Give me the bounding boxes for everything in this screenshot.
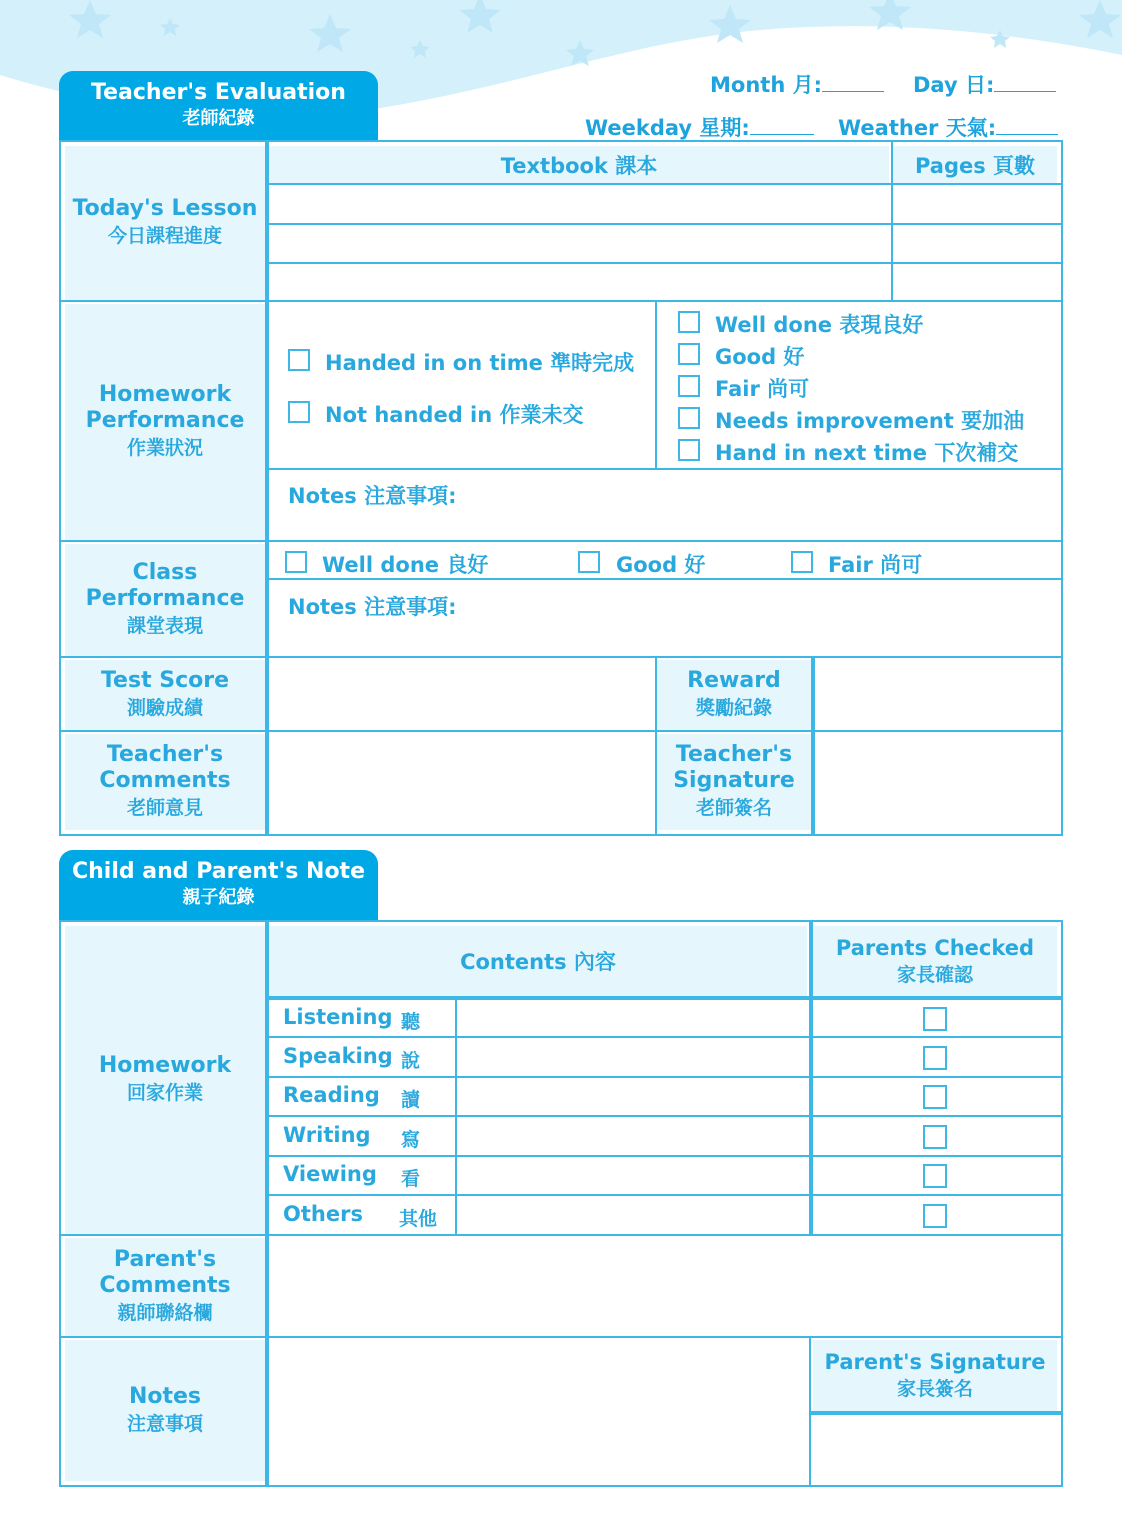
test-score-input[interactable] [271, 660, 653, 728]
handed-in-label: Handed in on time 準時完成 [325, 351, 635, 375]
reading-checkbox[interactable] [923, 1085, 947, 1109]
notes-label-en: Notes [128, 1383, 202, 1409]
writing-checkbox[interactable] [923, 1125, 947, 1149]
reward-label [657, 660, 811, 730]
reading-input[interactable] [459, 1080, 807, 1114]
test-score-label [65, 660, 265, 730]
parent-section-tab [59, 850, 378, 920]
divider [61, 656, 1061, 658]
parent-comments-input[interactable] [271, 1240, 1057, 1334]
weather-label: Weather 天氣: [838, 116, 997, 140]
divider [267, 1036, 1061, 1038]
teacher-signature-input[interactable] [817, 734, 1057, 830]
class-good-label: Good 好 [616, 553, 706, 577]
divider [267, 998, 1061, 1000]
parent-comments-label-en1: Parent's [113, 1247, 217, 1272]
others-label-zh: 其他 [399, 1208, 438, 1230]
writing-label: Writing [283, 1123, 371, 1147]
class-fair-label: Fair 尚可 [828, 553, 923, 577]
teacher-signature-label [657, 734, 811, 830]
teacher-signature-label-en1: Teacher's [675, 742, 793, 767]
hw-hand-in-next-checkbox[interactable] [678, 439, 700, 461]
teacher-comments-label-zh: 老師意見 [126, 797, 203, 819]
homework-performance-label [65, 304, 265, 540]
todays-lesson-label [65, 146, 265, 300]
divider [61, 730, 1061, 732]
class-good-checkbox[interactable] [578, 551, 600, 573]
homework-notes-label: Notes 注意事項: [288, 484, 457, 508]
notes-label [65, 1340, 265, 1481]
speaking-label: Speaking [283, 1044, 393, 1068]
parent-signature-en: Parent's Signature [824, 1350, 1046, 1374]
day-field[interactable] [913, 69, 1056, 99]
not-handed-in-label: Not handed in 作業未交 [325, 403, 584, 427]
viewing-checkbox[interactable] [923, 1164, 947, 1188]
weather-blank[interactable] [996, 116, 1058, 135]
class-performance-label-en2: Performance [85, 586, 245, 611]
class-performance-label [65, 544, 265, 656]
todays-lesson-label-zh: 今日課程進度 [107, 225, 222, 247]
parent-section-title: Child and Parent's Note [72, 859, 365, 884]
textbook-input-3[interactable] [271, 265, 889, 299]
home-homework-label-en: Homework [98, 1053, 232, 1078]
divider [267, 468, 1061, 470]
hw-fair-label: Fair 尚可 [715, 377, 810, 401]
hw-needs-improvement-label: Needs improvement 要加油 [715, 409, 1025, 433]
homework-performance-label-zh: 作業狀況 [126, 437, 203, 459]
teacher-evaluation-table [59, 140, 1063, 836]
reading-label-zh: 讀 [401, 1089, 421, 1111]
teacher-comments-input[interactable] [271, 734, 653, 830]
todays-lesson-label-en: Today's Lesson [72, 196, 258, 221]
pages-input-1[interactable] [895, 186, 1057, 222]
teacher-signature-label-zh: 老師簽名 [695, 797, 772, 819]
hw-needs-improvement-checkbox[interactable] [678, 407, 700, 429]
notes-input[interactable] [271, 1342, 807, 1481]
teacher-signature-label-en2: Signature [673, 768, 795, 793]
divider [655, 300, 657, 470]
weekday-label: Weekday 星期: [585, 116, 750, 140]
parent-comments-label [65, 1238, 265, 1336]
others-label: Others [283, 1202, 363, 1226]
textbook-input-1[interactable] [271, 186, 889, 222]
divider [61, 1234, 1061, 1236]
speaking-label-zh: 說 [401, 1050, 421, 1072]
divider [267, 1076, 1061, 1078]
hw-well-done-checkbox[interactable] [678, 311, 700, 333]
parent-signature-header [813, 1340, 1057, 1411]
parent-signature-input[interactable] [815, 1417, 1057, 1481]
homework-notes-input[interactable] [271, 508, 1057, 538]
divider [813, 656, 815, 834]
homework-performance-label-en1: Homework [98, 382, 232, 407]
class-notes-input[interactable] [271, 618, 1057, 654]
divider [61, 540, 1061, 542]
pages-input-2[interactable] [895, 226, 1057, 262]
reading-label: Reading [283, 1083, 380, 1107]
hw-hand-in-next-label: Hand in next time 下次補交 [715, 441, 1019, 465]
weekday-blank[interactable] [750, 116, 814, 135]
hw-good-checkbox[interactable] [678, 343, 700, 365]
contents-header: Contents 內容 [269, 926, 807, 996]
homework-performance-label-en2: Performance [85, 408, 245, 433]
not-handed-in-checkbox[interactable] [288, 401, 310, 423]
divider [655, 656, 657, 834]
divider [811, 922, 813, 1234]
writing-label-zh: 寫 [401, 1129, 421, 1151]
writing-input[interactable] [459, 1119, 807, 1153]
home-homework-label [65, 926, 265, 1234]
others-checkbox[interactable] [923, 1204, 947, 1228]
class-performance-label-en1: Class [132, 560, 198, 585]
hw-good-label: Good 好 [715, 345, 805, 369]
hw-well-done-label: Well done 表現良好 [715, 313, 924, 337]
test-score-label-en: Test Score [100, 668, 230, 693]
speaking-checkbox[interactable] [923, 1046, 947, 1070]
others-input[interactable] [459, 1198, 807, 1232]
hw-fair-checkbox[interactable] [678, 375, 700, 397]
listening-checkbox[interactable] [923, 1007, 947, 1031]
divider [267, 183, 1061, 185]
month-field[interactable] [710, 69, 884, 99]
parents-checked-en: Parents Checked [835, 935, 1035, 960]
divider [267, 922, 269, 1485]
teacher-section-title: Teacher's Evaluation [91, 80, 346, 105]
viewing-label: Viewing [283, 1162, 377, 1186]
handed-in-checkbox[interactable] [288, 349, 310, 371]
class-well-done-label: Well done 良好 [322, 553, 489, 577]
divider [61, 300, 1061, 302]
divider [267, 1115, 1061, 1117]
listening-input[interactable] [459, 1001, 807, 1035]
notes-label-zh: 注意事項 [126, 1412, 203, 1435]
divider [267, 223, 1061, 225]
divider [267, 262, 1061, 264]
textbook-input-2[interactable] [271, 226, 889, 262]
class-notes-label: Notes 注意事項: [288, 595, 457, 619]
month-blank[interactable] [822, 73, 884, 92]
weather-field[interactable] [838, 112, 1058, 142]
weekday-field[interactable] [585, 112, 814, 142]
teacher-section-tab [59, 71, 378, 141]
parent-note-table [59, 920, 1063, 1487]
pages-input-3[interactable] [895, 265, 1057, 299]
speaking-input[interactable] [459, 1040, 807, 1074]
textbook-header: Textbook 課本 [269, 146, 889, 183]
month-label: Month 月: [710, 73, 822, 97]
divider [267, 1194, 1061, 1196]
parent-signature-zh: 家長簽名 [896, 1378, 973, 1400]
reward-input[interactable] [817, 660, 1057, 728]
listening-label-zh: 聽 [401, 1011, 421, 1033]
day-blank[interactable] [994, 73, 1056, 92]
divider [267, 1155, 1061, 1157]
divider [61, 1336, 1061, 1338]
class-fair-checkbox[interactable] [791, 551, 813, 573]
reward-label-zh: 獎勵紀錄 [695, 697, 772, 719]
parents-checked-header [813, 926, 1057, 996]
listening-label: Listening [283, 1005, 393, 1029]
teacher-section-title-zh: 老師紀錄 [182, 108, 255, 129]
parent-comments-label-zh: 親師聯絡欄 [117, 1302, 213, 1324]
teacher-comments-label-en1: Teacher's [106, 742, 224, 767]
home-homework-label-zh: 回家作業 [126, 1082, 203, 1104]
parents-checked-zh: 家長確認 [896, 963, 973, 986]
teacher-comments-label-en2: Comments [99, 768, 231, 793]
day-label: Day 日: [913, 73, 995, 97]
pages-header: Pages 頁數 [893, 146, 1057, 183]
class-well-done-checkbox[interactable] [285, 551, 307, 573]
viewing-input[interactable] [459, 1159, 807, 1193]
test-score-label-zh: 測驗成績 [126, 697, 203, 719]
divider [811, 1413, 1061, 1415]
reward-label-en: Reward [687, 668, 781, 693]
parent-section-title-zh: 親子紀錄 [182, 887, 255, 908]
viewing-label-zh: 看 [401, 1168, 421, 1190]
divider [891, 142, 893, 300]
teacher-comments-label [65, 734, 265, 830]
parent-comments-label-en2: Comments [99, 1273, 231, 1298]
class-performance-label-zh: 課堂表現 [126, 615, 203, 637]
